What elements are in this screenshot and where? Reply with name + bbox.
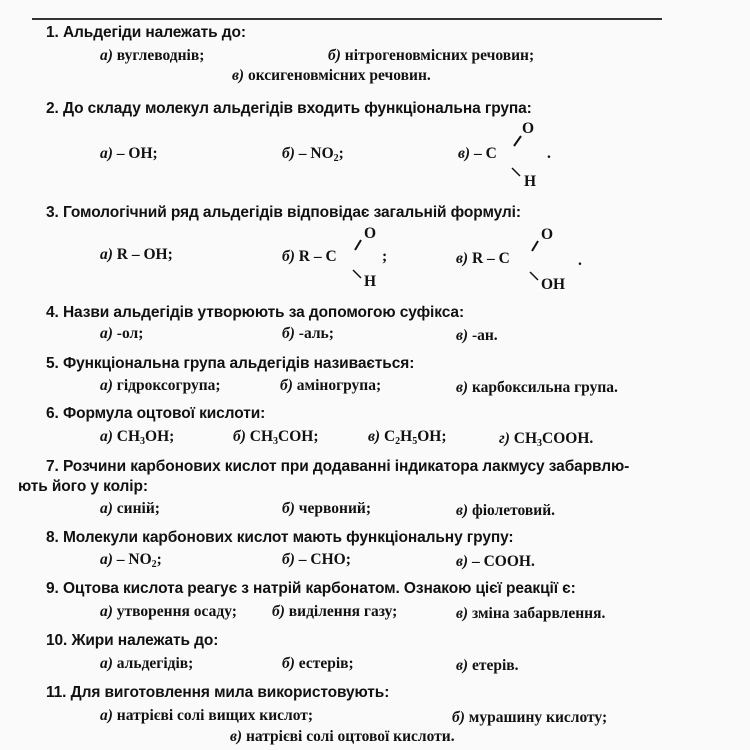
q7-option-c: в) фіолетовий. — [456, 502, 556, 519]
q3-option-b: б) R – C — [282, 248, 337, 265]
q4-option-c: в) -ан. — [456, 327, 498, 344]
q8-option-b: б) – CHO; — [282, 551, 351, 568]
q6-option-c: в) $C_2H_5OH$; — [368, 428, 447, 447]
q9-option-b: б) виділення газу; — [272, 603, 398, 620]
q6-option-b: б) $CH_3COH$; — [233, 428, 319, 447]
q1-option-b: б) нітрогеновмісних речовин; — [328, 47, 535, 64]
q2-option-c: в) – C — [458, 145, 497, 162]
q8-option-a: $а) - NO_2$; — [100, 551, 162, 570]
q10-option-a: а) альдегідів; — [100, 655, 194, 672]
q8-option-c: в) – COOH. — [456, 553, 535, 570]
q10-option-b: б) естерів; — [282, 655, 354, 672]
q9-option-a: а) утворення осаду; — [100, 603, 237, 620]
q3c-period: . — [578, 252, 582, 269]
q2-option-b: $б) - NO_2$; — [282, 145, 344, 164]
question-2: 2. До складу молекул альдегідів входить функціональна група: — [46, 100, 532, 117]
question-7: 7. Розчини карбонових кислот при додаванні індикатора лакмусу забарвлю- — [46, 458, 630, 475]
q11-option-b: б) мурашину кислоту; — [452, 709, 608, 726]
question-9: 9. Оцтова кислота реагує з натрій карбонатом. Ознакою цієї реакції є: — [46, 580, 576, 597]
question-4: 4. Назви альдегідів утворюють за допомогою суфікса: — [46, 304, 464, 321]
q1-option-c: в) оксигеновмісних речовин. — [232, 67, 431, 84]
q2-hydrogen: H — [524, 173, 537, 190]
q4-option-b: б) -аль; — [282, 325, 334, 342]
question-3: 3. Гомологічний ряд альдегідів відповідає загальній формулі: — [46, 204, 521, 221]
q6-option-a: а) $CH_3OH$; — [100, 428, 175, 447]
q1-option-a: а) вуглеводнів; — [100, 47, 205, 64]
question-10: 10. Жири належать до: — [46, 632, 219, 649]
q7-option-b: б) червоний; — [282, 500, 371, 517]
q3-option-c: в) R – C — [456, 250, 510, 267]
q6-option-d: г) $CH_3COOH$. — [499, 430, 594, 449]
q9-option-c: в) зміна забарвлення. — [456, 605, 606, 622]
q3-option-a: а) R – OH; — [100, 246, 173, 263]
q7-option-a: а) синій; — [100, 500, 160, 517]
q10-option-c: в) етерів. — [456, 657, 519, 674]
question-7-line2: ють його у колір: — [18, 478, 148, 495]
question-11: 11. Для виготовлення мила використовують: — [46, 684, 390, 701]
q2-option-a: а) – OH; — [100, 145, 158, 162]
q2-period: . — [547, 145, 551, 162]
question-1: 1. Альдегіди належать до: — [46, 24, 246, 41]
q5-option-a: а) гідроксогрупа; — [100, 377, 221, 394]
q3b-semicolon: ; — [382, 248, 388, 265]
q11-option-c: в) натрієві солі оцтової кислоти. — [230, 728, 455, 745]
q4-option-a: а) -ол; — [100, 325, 144, 342]
q5-option-c: в) карбоксильна група. — [456, 379, 618, 396]
question-8: 8. Молекули карбонових кислот мають функціональну групу: — [46, 529, 514, 546]
q3b-oxygen: O — [364, 225, 377, 242]
q3c-hydroxyl: OH — [541, 276, 566, 293]
question-6: 6. Формула оцтової кислоти: — [46, 405, 266, 422]
q11-option-a: а) натрієві солі вищих кислот; — [100, 707, 314, 724]
q2-oxygen: O — [522, 120, 535, 137]
q5-option-b: б) аміногрупа; — [280, 377, 382, 394]
question-5: 5. Функціональна група альдегідів називається: — [46, 355, 415, 372]
q3b-hydrogen: H — [364, 273, 377, 290]
q3c-oxygen: O — [541, 226, 554, 243]
